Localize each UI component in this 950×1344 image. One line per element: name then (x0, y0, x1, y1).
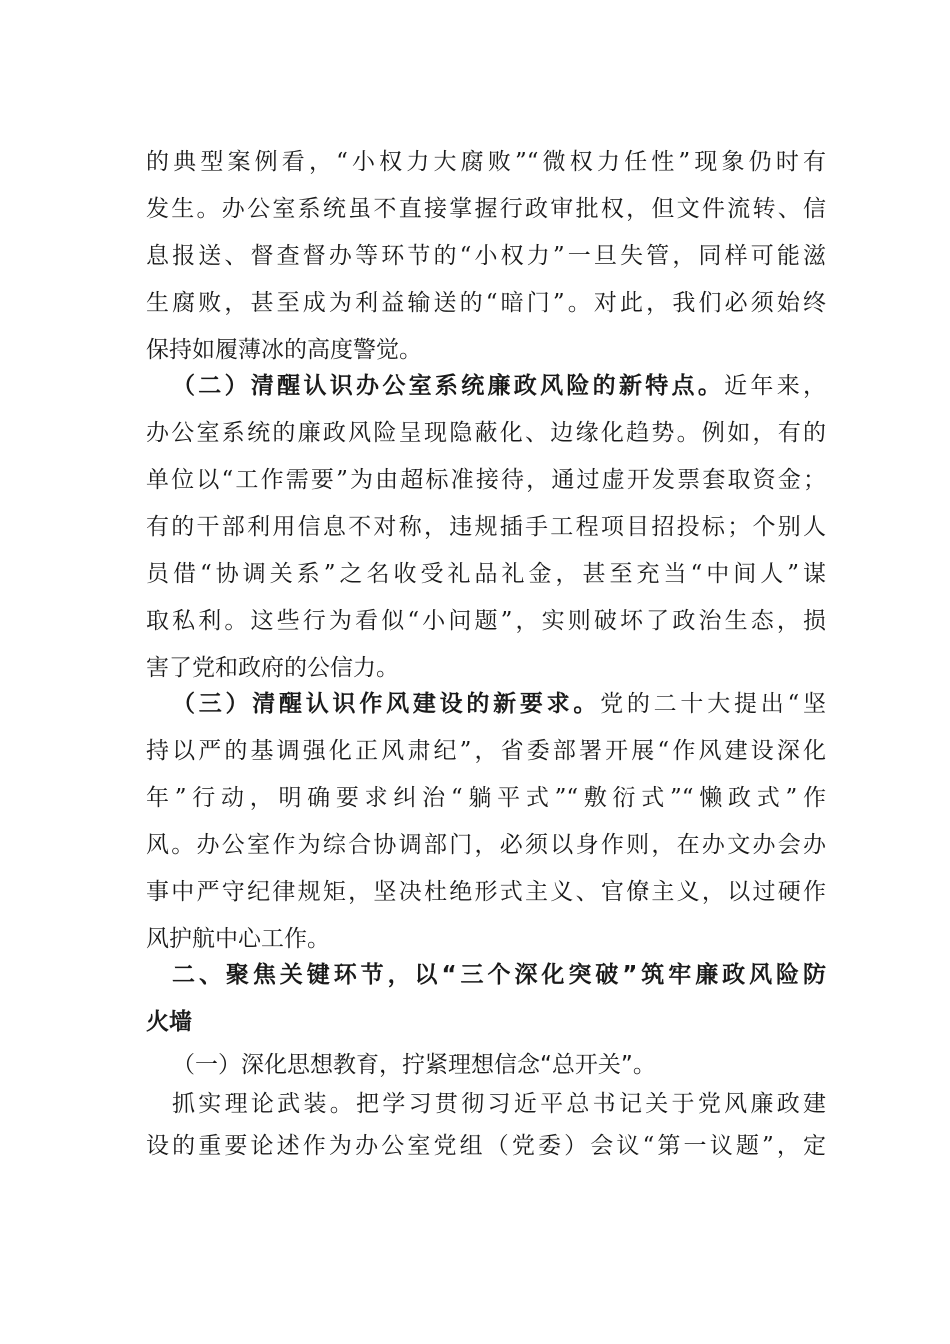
paragraph-1-line-3: 息报送、督查督办等环节的“小权力”一旦失管，同样可能滋 (146, 243, 826, 269)
paragraph-1-line-1: 的典型案例看，“小权力大腐败”“微权力任性”现象仍时有 (146, 149, 826, 175)
paragraph-4-line-2: 设的重要论述作为办公室党组（党委）会议“第一议题”，定 (146, 1133, 826, 1159)
paragraph-3-lead: （三）清醒认识作风建设的新要求。 (172, 690, 601, 717)
section-heading-line-1: 二、聚焦关键环节，以“三个深化突破”筑牢廉政风险防 (172, 962, 826, 988)
paragraph-2-line-7: 害了党和政府的公信力。 (146, 655, 399, 681)
paragraph-2-lead-tail: 近年来， (724, 373, 827, 399)
paragraph-4-line-1: 抓实理论武装。把学习贯彻习近平总书记关于党风廉政建 (172, 1091, 826, 1117)
paragraph-3-line-6: 风护航中心工作。 (146, 926, 330, 952)
paragraph-2-line-2: 办公室系统的廉政风险呈现隐蔽化、边缘化趋势。例如，有的 (146, 420, 826, 446)
paragraph-3-line-2: 持以严的基调强化正风肃纪”，省委部署开展“作风建设深化 (146, 738, 826, 764)
paragraph-1-line-4: 生腐败，甚至成为利益输送的“暗门”。对此，我们必须始终 (146, 290, 826, 316)
paragraph-2-line-4: 有的干部利用信息不对称，违规插手工程项目招投标；个别人 (146, 514, 826, 540)
paragraph-2-first-line (172, 363, 826, 409)
paragraph-2-lead: （二）清醒认识办公室系统廉政风险的新特点。 (172, 372, 725, 399)
subheading-1: （一）深化思想教育，拧紧理想信念“总开关”。 (172, 1052, 656, 1078)
paragraph-3-first-line (172, 681, 826, 727)
paragraph-1-line-5: 保持如履薄冰的高度警觉。 (146, 337, 422, 363)
section-heading-line-2: 火墙 (146, 1009, 192, 1035)
paragraph-3-lead-tail: 党的二十大提出“坚 (600, 691, 826, 717)
paragraph-3-line-3: 年”行动，明确要求纠治“躺平式”“敷衍式”“懒政式”作 (146, 785, 826, 811)
paragraph-2-line-5: 员借“协调关系”之名收受礼品礼金，甚至充当“中间人”谋 (146, 561, 826, 587)
paragraph-2-line-3: 单位以“工作需要”为由超标准接待，通过虚开发票套取资金； (146, 467, 826, 493)
paragraph-2-line-6: 取私利。这些行为看似“小问题”，实则破坏了政治生态，损 (146, 608, 826, 634)
paragraph-3-line-4: 风。办公室作为综合协调部门，必须以身作则，在办文办会办 (146, 832, 826, 858)
paragraph-1-line-2: 发生。办公室系统虽不直接掌握行政审批权，但文件流转、信 (146, 196, 826, 222)
paragraph-3-line-5: 事中严守纪律规矩，坚决杜绝形式主义、官僚主义，以过硬作 (146, 879, 826, 905)
